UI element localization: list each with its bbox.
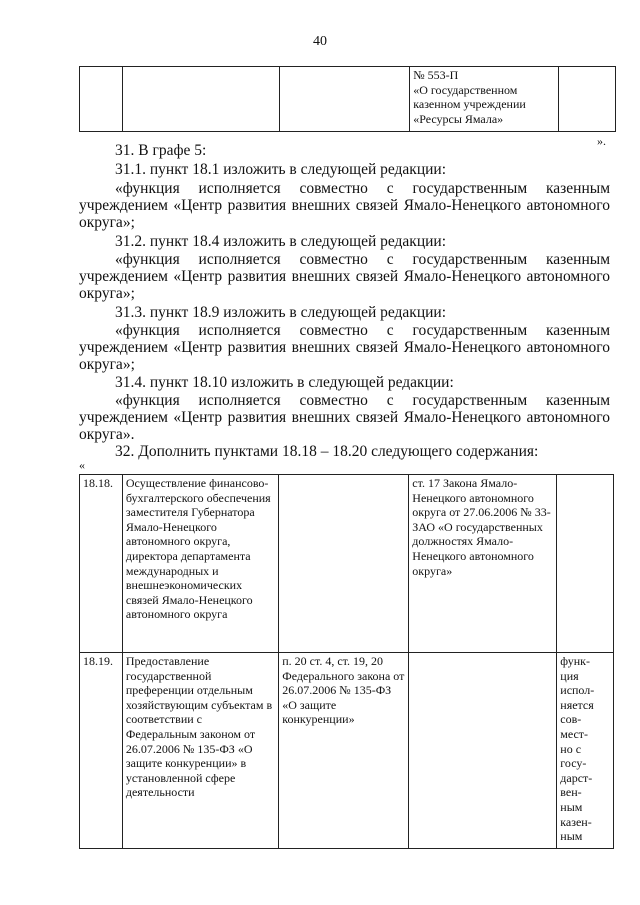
paragraph-31-4-line3: округа». xyxy=(79,426,135,443)
paragraph-31-3-line2: учреждением «Центр развития внешних связей Ямало-Ненецкого автономного xyxy=(79,339,610,356)
row-executor xyxy=(557,475,614,653)
paragraph-31-4-line2: учреждением «Центр развития внешних связей Ямало-Ненецкого автономного xyxy=(79,409,610,426)
paragraph-31-3: 31.3. пункт 18.9 изложить в следующей редакции: xyxy=(115,304,447,321)
top-table-fragment xyxy=(79,66,616,132)
row-number: 18.18. xyxy=(80,475,123,653)
top-cell-3 xyxy=(279,67,410,132)
paragraph-31-4-line1: «функция исполняется совместно с государственным казенным xyxy=(115,392,610,409)
open-quote: « xyxy=(79,458,85,472)
top-cell-5 xyxy=(559,67,616,132)
table-row xyxy=(80,475,614,653)
paragraph-31: 31. В графе 5: xyxy=(115,142,207,159)
paragraph-31-2: 31.2. пункт 18.4 изложить в следующей редакции: xyxy=(115,233,447,250)
paragraph-32: 32. Дополнить пунктами 18.18 – 18.20 следующего содержания: xyxy=(115,443,539,460)
row-legal-basis: п. 20 ст. 4, ст. 19, 20 Федерального закона от 26.07.2006 № 135-ФЗ «О защите конкуренции» xyxy=(279,653,409,849)
page-number: 40 xyxy=(313,34,327,49)
paragraph-31-1-line1: «функция исполняется совместно с государственным казенным xyxy=(115,180,610,197)
functions-table xyxy=(79,474,614,849)
top-cell-1 xyxy=(80,67,123,132)
row-number: 18.19. xyxy=(80,653,123,849)
row-function-text: Предоставление государственной преференции отдельным хозяйствующим субъектам в соответствии с Федеральным законом от 26.07.2006 № 135-ФЗ «О защите конкуренции» в установленной сфере деятельности xyxy=(122,653,278,849)
paragraph-31-3-line1: «функция исполняется совместно с государственным казенным xyxy=(115,322,610,339)
paragraph-31-2-line1: «функция исполняется совместно с государственным казенным xyxy=(115,251,610,268)
paragraph-31-2-line3: округа»; xyxy=(79,285,135,302)
top-cell-4: № 553-П «О государственном казенном учреждении «Ресурсы Ямала» xyxy=(410,67,559,132)
paragraph-31-3-line3: округа»; xyxy=(79,356,135,373)
paragraph-31-1-line2: учреждением «Центр развития внешних связей Ямало-Ненецкого автономного xyxy=(79,197,610,214)
paragraph-31-1-line3: округа»; xyxy=(79,214,135,231)
row-executor: функ- ция испол- няется сов- мест- но с госу- дарст- вен- ным казен- ным xyxy=(557,653,614,849)
closing-quote: ». xyxy=(597,134,606,148)
row-legal-basis xyxy=(279,475,409,653)
paragraph-31-4: 31.4. пункт 18.10 изложить в следующей редакции: xyxy=(115,374,454,391)
row-function-text: Осуществление финансово-бухгалтерского обеспечения заместителя Губернатора Ямало-Ненецкого автономного округа, директора департамента международных и внешнеэкономических связей Ямало-Ненецкого автономного округа xyxy=(122,475,278,653)
paragraph-31-2-line2: учреждением «Центр развития внешних связей Ямало-Ненецкого автономного xyxy=(79,268,610,285)
table-row xyxy=(80,653,614,849)
row-regional-basis xyxy=(409,653,557,849)
paragraph-31-1: 31.1. пункт 18.1 изложить в следующей редакции: xyxy=(115,161,447,178)
row-regional-basis: ст. 17 Закона Ямало-Ненецкого автономного округа от 27.06.2006 № 33-ЗАО «О государственных должностях Ямало-Ненецкого автономного округа» xyxy=(409,475,557,653)
top-cell-2 xyxy=(122,67,279,132)
